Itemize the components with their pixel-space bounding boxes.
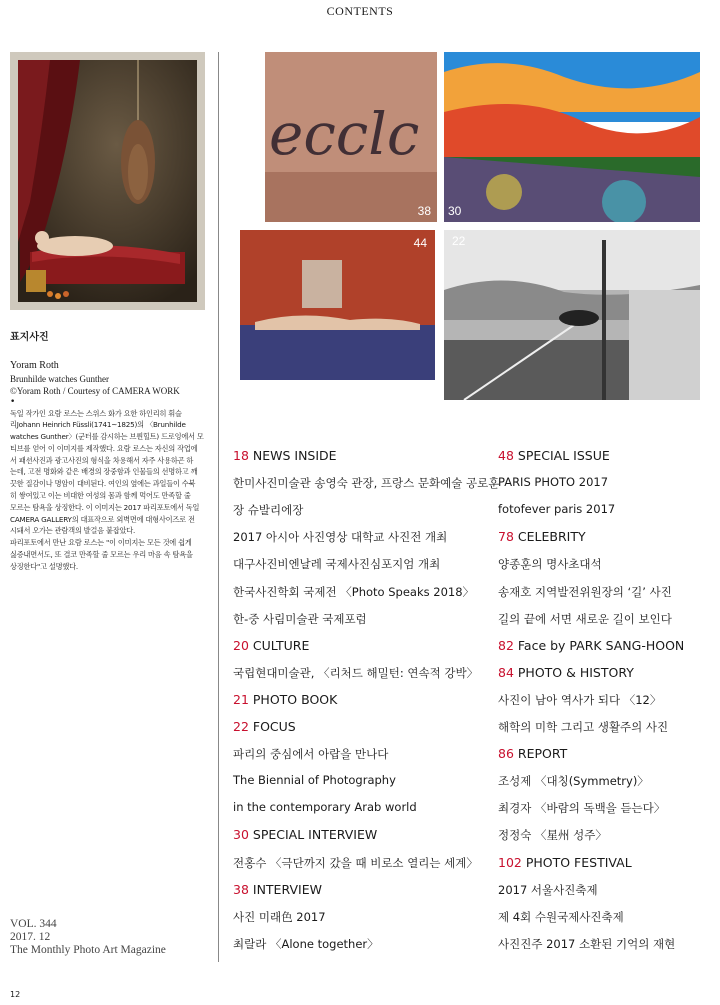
toc-entry[interactable]: 사진이 남아 역사가 되다 〈12〉 [498, 692, 662, 707]
page-number: 12 [10, 990, 21, 999]
toc-section-heading[interactable] [233, 719, 296, 734]
cover-line: 서 패션사진과 광고사진의 형식을 차용해서 자주 사용하곤 하 [10, 455, 194, 465]
cover-line: CAMERA GALLERY의 대표작으로 외벽면에 대형사이즈로 전 [10, 514, 195, 524]
toc-section-heading[interactable] [498, 448, 610, 463]
toc-section-heading[interactable] [498, 665, 634, 680]
volume-number: VOL. 344 [10, 918, 57, 930]
cover-line: 리Johann Heinrich Füssli(1741~1825)의 〈Brunhilde [10, 420, 186, 430]
cover-heading: 표지사진 [10, 332, 49, 343]
toc-left-column [233, 448, 500, 968]
thumbnail-court[interactable] [444, 230, 700, 400]
toc-section-title: PHOTO BOOK [248, 691, 338, 707]
toc-entry[interactable]: in the contemporary Arab world [233, 800, 417, 815]
toc-entry[interactable]: 양종훈의 명사초대석 [498, 557, 602, 572]
toc-page-number: 84 [498, 664, 514, 680]
toc-page-number: 22 [233, 719, 249, 734]
toc-section-heading[interactable] [233, 692, 337, 707]
toc-entry[interactable]: 한미사진미술관 송영숙 관장, 프랑스 문화예술 공로훈 [233, 476, 500, 491]
toc-entry[interactable]: 길의 끝에 서면 새로운 길이 보인다 [498, 611, 672, 626]
toc-entry[interactable]: 정정숙 〈星州 성주〉 [498, 828, 607, 843]
cover-line: 상징한다"고 설명했다. [10, 561, 78, 571]
toc-entry[interactable]: 전홍수 〈극단까지 갔을 때 비로소 열리는 세계〉 [233, 855, 478, 870]
thumbnail-page-number: 30 [448, 204, 462, 218]
toc-section-heading[interactable] [498, 638, 684, 653]
cover-line: watches Gunther〉(군터를 감시하는 브륀힐트) 드로잉에서 모 [10, 432, 204, 442]
toc-page-number: 82 [498, 637, 514, 653]
toc-section-heading[interactable] [233, 638, 309, 653]
cover-line: 독일 작가인 요람 로스는 스위스 화가 요한 하인리히 휘슬 [10, 408, 182, 418]
toc-entry[interactable]: 2017 서울사진축제 [498, 882, 598, 897]
toc-page-number: 48 [498, 448, 514, 463]
toc-page-number: 38 [233, 881, 249, 897]
toc-entry[interactable]: The Biennial of Photography [233, 773, 396, 788]
column-divider [218, 52, 219, 962]
toc-section-title: PHOTO FESTIVAL [521, 854, 632, 870]
thumbnail-interior[interactable] [240, 230, 435, 380]
thumbnail-tattoo[interactable] [265, 52, 437, 222]
toc-entry[interactable]: 파리의 중심에서 아랍을 만나다 [233, 747, 389, 762]
issue-date: 2017. 12 [10, 931, 51, 943]
cover-artist: Yoram Roth [10, 360, 59, 371]
toc-section-title: CELEBRITY [513, 529, 586, 545]
toc-section-heading[interactable] [233, 448, 337, 463]
toc-entry[interactable]: 해학의 미학 그리고 생활주의 사진 [498, 720, 669, 734]
toc-page-number: 86 [498, 746, 514, 762]
toc-page-number: 102 [498, 854, 522, 870]
toc-section-heading[interactable] [498, 746, 567, 761]
toc-section-title: PHOTO & HISTORY [513, 664, 634, 680]
thumbnail-page-number: 22 [452, 234, 466, 248]
toc-section-heading[interactable] [233, 882, 322, 897]
toc-section-title: NEWS INSIDE [248, 448, 337, 463]
cover-line: 파리포토에서 만난 요람 로스는 "이 이미지는 모든 것에 쉽게 [10, 538, 192, 548]
thumbnail-page-number: 38 [417, 204, 431, 218]
cover-line: 는데, 고전 명화와 같은 배경의 장중함과 인물들의 선명하고 깨 [10, 467, 198, 477]
toc-entry[interactable]: 최경자 〈바람의 독백을 듣는다〉 [498, 801, 666, 816]
cover-caption [10, 328, 208, 573]
toc-entry[interactable]: 조성제 〈대칭(Symmetry)〉 [498, 774, 649, 789]
toc-entry[interactable]: 사진 미래色 2017 [233, 909, 326, 924]
page-header: CONTENTS [326, 4, 394, 18]
toc-right-column [498, 448, 720, 968]
cover-image [10, 52, 205, 310]
cover-bullet: • [10, 396, 16, 407]
cover-credit: ©Yoram Roth / Courtesy of CAMERA WORK [10, 386, 180, 396]
toc-section-heading[interactable] [498, 529, 586, 544]
cover-work-title: Brunhilde watches Gunther [10, 373, 109, 384]
toc-entry[interactable]: 한-중 사림미술관 국제포럼 [233, 611, 367, 626]
toc-entry[interactable]: PARIS PHOTO 2017 [498, 475, 609, 490]
toc-entry[interactable]: 송재호 지역발전위원장의 ‘길’ 사진 [498, 584, 672, 599]
cover-line: 티브를 얻어 이 이미지를 제작했다. 요람 로스는 자신의 작업에 [10, 443, 198, 453]
thumbnail-page-number: 44 [413, 236, 427, 250]
toc-entry[interactable]: 사진진주 2017 소환된 기억의 재현 [498, 936, 676, 951]
toc-section-heading[interactable] [498, 855, 632, 870]
toc-section-title: REPORT [513, 746, 568, 762]
toc-page-number: 20 [233, 637, 249, 653]
toc-entry[interactable]: fotofever paris 2017 [498, 502, 616, 517]
toc-page-number: 21 [233, 691, 249, 707]
toc-entry[interactable]: 제 4회 수원국제사진축제 [498, 909, 624, 924]
cover-line: 시돼서 오가는 관람객의 발걸음 붙잡았다. [10, 526, 136, 536]
toc-section-title: SPECIAL INTERVIEW [248, 827, 378, 843]
toc-page-number: 78 [498, 529, 514, 545]
toc-section-title: SPECIAL ISSUE [513, 448, 610, 463]
magazine-info [10, 918, 166, 957]
toc-section-title: CULTURE [248, 637, 310, 653]
toc-section-heading[interactable] [233, 827, 377, 842]
cover-line: 히 쌓여있고 이는 비대한 여성의 몸과 함께 먹어도 만족할 줄 [10, 491, 191, 501]
cover-description [10, 408, 208, 573]
svg-text:ecclc: ecclc [269, 100, 420, 168]
magazine-name: The Monthly Photo Art Magazine [10, 944, 166, 956]
toc-entry[interactable]: 장 슈발리에장 [233, 503, 304, 518]
toc-entry[interactable]: 대구사진비엔날레 국제사진심포지엄 개최 [233, 557, 441, 572]
cover-line: 끗한 질감이나 명암이 대비된다. 여인의 옆에는 과일들이 수북 [10, 479, 196, 489]
toc-entry[interactable]: 한국사진학회 국제전 〈Photo Speaks 2018〉 [233, 584, 475, 599]
toc-entry[interactable]: 2017 아시아 사진영상 대학교 사진전 개최 [233, 530, 448, 545]
toc-section-title: FOCUS [248, 719, 296, 734]
toc-page-number: 30 [233, 827, 249, 843]
cover-line: 모르는 탐욕을 상징한다. 이 이미지는 2017 파리포토에서 독일 [10, 502, 200, 512]
thumbnail-landscape[interactable] [444, 52, 700, 222]
toc-page-number: 18 [233, 448, 249, 463]
toc-section-title: INTERVIEW [248, 881, 322, 897]
toc-section-title: Face by PARK SANG-HOON [513, 637, 685, 653]
toc-entry[interactable]: 최랄라 〈Alone together〉 [233, 936, 379, 951]
toc-entry[interactable]: 국립현대미술관, 〈리처드 해밀턴: 연속적 강박〉 [233, 665, 479, 680]
cover-line: 싫증내면서도, 또 결코 만족할 줄 모르는 우리 마음 속 탐욕을 [10, 550, 193, 560]
